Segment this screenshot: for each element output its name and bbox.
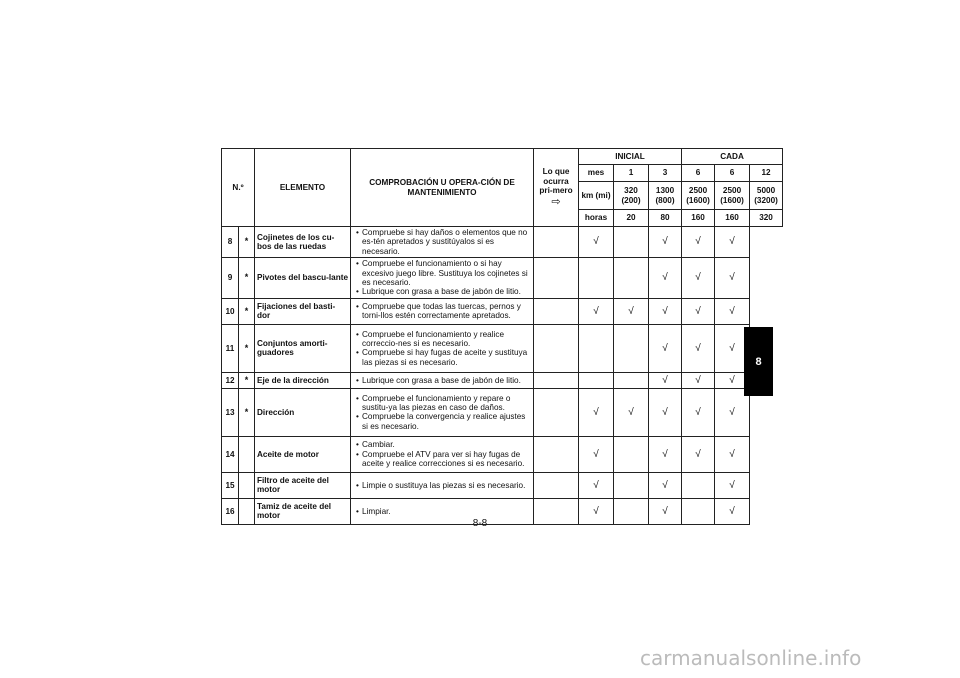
check-mark: √ — [614, 388, 649, 436]
check-description — [351, 227, 534, 258]
watermark: carmanualsonline.info — [640, 646, 862, 670]
check-mark: √ — [715, 372, 750, 388]
table-row — [222, 258, 783, 299]
row-number: 12 — [222, 372, 239, 388]
check-mark: √ — [682, 436, 715, 472]
check-mark: √ — [614, 298, 649, 324]
check-mark: √ — [715, 498, 750, 524]
check-mark — [682, 472, 715, 498]
inicial-header: INICIAL — [579, 149, 682, 165]
check-mark: √ — [682, 258, 715, 299]
check-mark: √ — [715, 298, 750, 324]
check-mark: √ — [579, 227, 614, 258]
check-mark — [579, 324, 614, 372]
check-mark: √ — [579, 498, 614, 524]
horas-value: 80 — [649, 210, 682, 227]
check-mark: √ — [649, 298, 682, 324]
mes-value: 12 — [750, 165, 783, 182]
check-list — [353, 330, 531, 368]
lo-que-cell — [534, 227, 579, 258]
horas-value: 160 — [682, 210, 715, 227]
check-description — [351, 388, 534, 436]
dealer-mark: * — [239, 298, 255, 324]
mes-value: 3 — [649, 165, 682, 182]
check-item: • Compruebe el funcionamiento y realice correccio-nes si es necesario. — [353, 330, 531, 349]
check-mark: √ — [649, 258, 682, 299]
km-value: 5000 (3200) — [750, 182, 783, 210]
check-mark: √ — [682, 298, 715, 324]
check-description — [351, 472, 534, 498]
table-body — [222, 227, 783, 525]
check-mark: √ — [649, 436, 682, 472]
dealer-mark: * — [239, 227, 255, 258]
horas-value: 320 — [750, 210, 783, 227]
cada-header: CADA — [682, 149, 783, 165]
mes-value: 6 — [715, 165, 750, 182]
check-list — [353, 228, 531, 256]
table-row — [222, 436, 783, 472]
km-value: 2500 (1600) — [682, 182, 715, 210]
check-list — [353, 440, 531, 468]
element-name: Dirección — [255, 388, 351, 436]
horas-value: 160 — [715, 210, 750, 227]
km-value: 2500 (1600) — [715, 182, 750, 210]
km-label: km (mi) — [579, 182, 614, 210]
element-name: Eje de la dirección — [255, 372, 351, 388]
km-value: 1300 (800) — [649, 182, 682, 210]
check-list — [353, 376, 531, 385]
check-list — [353, 481, 531, 490]
check-mark — [614, 258, 649, 299]
chapter-tab: 8 — [744, 327, 773, 396]
element-name: Tamiz de aceite del motor — [255, 498, 351, 524]
check-item: • Compruebe que todas las tuercas, pernos y torni-llos estén correctamente apretados. — [353, 302, 531, 321]
element-name: Fijaciones del basti-dor — [255, 298, 351, 324]
table-row — [222, 227, 783, 258]
check-list — [353, 394, 531, 432]
check-item: • Limpiar. — [353, 507, 531, 516]
element-name: Pivotes del bascu-lante — [255, 258, 351, 299]
check-item: • Compruebe la convergencia y realice ajustes si es necesario. — [353, 412, 531, 431]
lo-que-cell — [534, 388, 579, 436]
check-mark: √ — [579, 388, 614, 436]
lo-que-cell — [534, 258, 579, 299]
element-name: Conjuntos amorti-guadores — [255, 324, 351, 372]
mes-label: mes — [579, 165, 614, 182]
num-header: N.º — [222, 149, 255, 227]
row-number: 9 — [222, 258, 239, 299]
check-item: • Compruebe el ATV para ver si hay fugas de aceite y realice correcciones si es necesario. — [353, 450, 531, 469]
km-value: 320 (200) — [614, 182, 649, 210]
table-row — [222, 372, 783, 388]
check-mark: √ — [682, 388, 715, 436]
dealer-mark: * — [239, 388, 255, 436]
row-number: 10 — [222, 298, 239, 324]
row-number: 8 — [222, 227, 239, 258]
row-number: 14 — [222, 436, 239, 472]
row-number: 11 — [222, 324, 239, 372]
check-mark: √ — [649, 472, 682, 498]
check-mark: √ — [682, 324, 715, 372]
check-mark: √ — [682, 372, 715, 388]
check-mark — [579, 258, 614, 299]
table-row — [222, 388, 783, 436]
check-item: • Lubrique con grasa a base de jabón de litio. — [353, 287, 531, 296]
check-list — [353, 259, 531, 297]
check-mark: √ — [715, 258, 750, 299]
dealer-mark — [239, 436, 255, 472]
lo-que-cell — [534, 436, 579, 472]
check-mark: √ — [649, 372, 682, 388]
elemento-header: ELEMENTO — [255, 149, 351, 227]
table-row — [222, 472, 783, 498]
row-number: 15 — [222, 472, 239, 498]
check-mark: √ — [715, 227, 750, 258]
lo-que-label: Lo que ocurra pri-mero — [539, 167, 573, 195]
check-description — [351, 324, 534, 372]
row-number: 13 — [222, 388, 239, 436]
check-mark — [614, 372, 649, 388]
mes-value: 6 — [682, 165, 715, 182]
check-list — [353, 302, 531, 321]
element-name: Aceite de motor — [255, 436, 351, 472]
lo-que-cell — [534, 372, 579, 388]
lo-que-cell — [534, 324, 579, 372]
element-name: Filtro de aceite del motor — [255, 472, 351, 498]
check-mark: √ — [715, 436, 750, 472]
check-mark: √ — [649, 498, 682, 524]
dealer-mark: * — [239, 324, 255, 372]
horas-label: horas — [579, 210, 614, 227]
check-description — [351, 372, 534, 388]
check-description — [351, 436, 534, 472]
lo-que-cell — [534, 298, 579, 324]
check-mark: √ — [649, 324, 682, 372]
check-mark: √ — [579, 472, 614, 498]
check-mark: √ — [649, 227, 682, 258]
check-mark: √ — [682, 227, 715, 258]
check-item: • Compruebe el funcionamiento y repare o sustitu-ya las piezas en caso de daños. — [353, 394, 531, 413]
check-mark: √ — [715, 324, 750, 372]
check-mark: √ — [579, 298, 614, 324]
check-mark — [579, 372, 614, 388]
lo-que-cell — [534, 472, 579, 498]
row-number: 16 — [222, 498, 239, 524]
check-mark — [614, 227, 649, 258]
dealer-mark: * — [239, 372, 255, 388]
check-mark — [614, 436, 649, 472]
mes-value: 1 — [614, 165, 649, 182]
dealer-mark: * — [239, 258, 255, 299]
element-name: Cojinetes de los cu-bos de las ruedas — [255, 227, 351, 258]
check-mark — [614, 324, 649, 372]
page-number: 8-8 — [472, 518, 488, 529]
horas-value: 20 — [614, 210, 649, 227]
check-item: • Cambiar. — [353, 440, 531, 449]
lo-que-header — [534, 149, 579, 227]
maintenance-table — [221, 148, 783, 525]
check-list — [353, 507, 531, 516]
check-mark: √ — [715, 388, 750, 436]
table-row — [222, 298, 783, 324]
check-item: • Compruebe si hay fugas de aceite y sustituya las piezas si es necesario. — [353, 348, 531, 367]
dealer-mark — [239, 472, 255, 498]
check-mark: √ — [579, 436, 614, 472]
check-mark — [614, 472, 649, 498]
check-item: • Compruebe el funcionamiento o si hay excesivo juego libre. Sustituya los cojinetes si es necesario. — [353, 259, 531, 287]
check-item: • Limpie o sustituya las piezas si es necesario. — [353, 481, 531, 490]
check-mark: √ — [649, 388, 682, 436]
check-item: • Compruebe si hay daños o elementos que no es-tén apretados y sustitúyalos si es necesario. — [353, 228, 531, 256]
comprobacion-header: COMPROBACIÓN U OPERA-CIÓN DE MANTENIMIENTO — [351, 149, 534, 227]
check-mark: √ — [715, 472, 750, 498]
arrow-right-icon: ⇨ — [551, 196, 561, 209]
check-item: • Lubrique con grasa a base de jabón de litio. — [353, 376, 531, 385]
table-row — [222, 324, 783, 372]
check-description — [351, 298, 534, 324]
check-description — [351, 258, 534, 299]
